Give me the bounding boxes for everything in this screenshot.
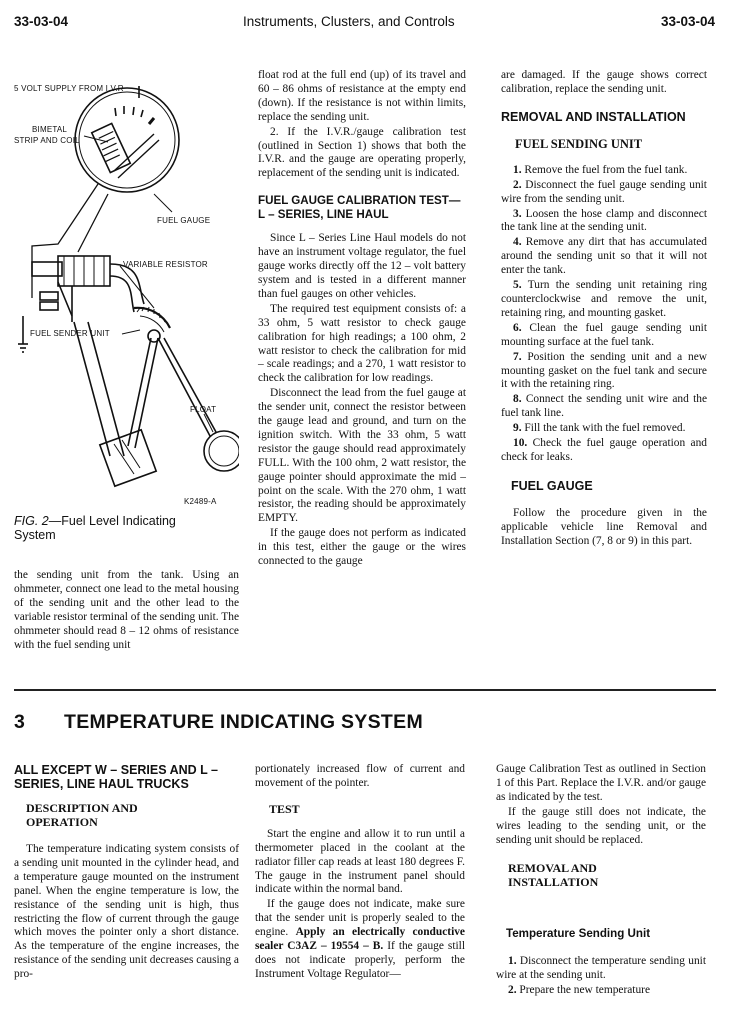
label-bimetal-1: BIMETAL: [32, 125, 68, 134]
paragraph: float rod at the full end (up) of its travel and 60 – 86 ohms of resistance at the empty end (down). If the resistance is not within limits, replace the sending unit.: [258, 69, 466, 123]
section-divider: [14, 689, 716, 691]
paragraph: Since L – Series Line Haul models do not have an instrument voltage regulator, the fuel gauge works directly off the 12 – volt battery system and is tested in a different manner than fuel gauges on other vehicles.: [258, 232, 466, 300]
list-item: 4. Remove any dirt that has accumulated around the sending unit so that it will not enter the tank.: [501, 236, 707, 277]
paragraph: are damaged. If the gauge shows correct calibration, replace the sending unit.: [501, 69, 707, 95]
label-supply: 5 VOLT SUPPLY FROM I.V.R: [14, 84, 124, 93]
list-item: 6. Clean the fuel gauge sending unit mounting surface at the fuel tank.: [501, 321, 707, 348]
list-item: 8. Connect the sending unit wire and the fuel tank line.: [501, 393, 707, 420]
paragraph: portionately increased flow of current and movement of the pointer.: [255, 763, 465, 789]
column-3-top: [501, 69, 707, 550]
figure-code: K2489-A: [184, 497, 217, 506]
label-fuel-sender: FUEL SENDER UNIT: [30, 329, 110, 338]
column-3-bottom: [496, 763, 706, 999]
list-item: 2. Disconnect the fuel gauge sending unit wire from the sending unit.: [501, 178, 707, 205]
heading-fuel-gauge: FUEL GAUGE: [511, 478, 593, 493]
heading-removal-installation-2: REMOVAL AND INSTALLATION: [508, 861, 599, 890]
removal-steps-list: [501, 164, 707, 465]
column-1-bottom: [14, 763, 239, 983]
paragraph: Disconnect the lead from the fuel gauge at the sender unit, connect the resistor between the gauge lead and ground, and turn on the ignition switch. With the 33 ohm, 5 watt resistor the gauge should read approximately FULL. With the 100 ohm, 2 watt resistor, the gauge pointer should approximate the mid – point on the scale. With the 270 ohm, 1 watt resistor, the reading should be approximately EMPTY.: [258, 387, 466, 525]
section-number: 3: [14, 711, 26, 733]
label-fuel-gauge: FUEL GAUGE: [157, 216, 211, 225]
list-item: 10. Check the fuel gauge operation and check for leaks.: [501, 437, 707, 463]
list-item: 2. Prepare the new temperature: [508, 984, 651, 997]
paragraph: 2. If the I.V.R./gauge calibration test (outlined in Section 1) shows that both the I.V.R. and the gauge are operating properly, replacement of the sending unit is indicated.: [258, 125, 466, 180]
paragraph: If the gauge does not perform as indicated in this test, either the gauge or the wires connected to the gauge: [258, 527, 466, 568]
list-item: 5. Turn the sending unit retaining ring counterclockwise and remove the unit, retaining ring, and mounting gasket.: [501, 279, 707, 319]
list-item: 9. Fill the tank with the fuel removed.: [513, 422, 686, 435]
section-title-text: TEMPERATURE INDICATING SYSTEM: [64, 711, 423, 733]
heading-description-operation: DESCRIPTION AND OPERATION: [26, 801, 138, 829]
page-number-left: 33-03-04: [14, 14, 69, 29]
running-header-title: Instruments, Clusters, and Controls: [243, 14, 455, 29]
heading-all-except: ALL EXCEPT W – SERIES AND L – SERIES, LINE HAUL TRUCKS: [14, 763, 218, 791]
page-number-right: 33-03-04: [660, 14, 715, 29]
figure-caption: [14, 514, 214, 542]
figure-caption-number: FIG. 2: [14, 514, 49, 528]
label-bimetal-2: STRIP AND COIL: [14, 136, 80, 145]
label-float: FLOAT: [190, 405, 217, 414]
column-2-top: [258, 69, 466, 570]
figure-caption-text: —Fuel Level Indicating System: [14, 514, 176, 542]
list-item: 1. Remove the fuel from the fuel tank.: [513, 163, 688, 176]
paragraph: Start the engine and allow it to run until a thermometer placed in the coolant at the radiator filler cap reads at least 180 degrees F. The gauge in the instrument panel should indicate within the normal band.: [255, 827, 465, 896]
paragraph: The required test equipment consists of: a 33 ohm, 5 watt resistor to check gauge calibration for high readings; a 100 ohm, 2 watt resistor to check the calibration for mid – scale readings; and a 270, 1 watt resistor to check the calibration for low readings.: [258, 302, 466, 385]
column-1-top: [14, 569, 239, 653]
list-item: 1. Disconnect the temperature sending unit wire at the sending unit.: [496, 955, 706, 982]
heading-test: TEST: [269, 801, 300, 816]
label-variable-resistor: VARIABLE RESISTOR: [123, 260, 208, 269]
section-title: [14, 711, 423, 734]
heading-temperature-sending-unit: Temperature Sending Unit: [506, 927, 651, 941]
paragraph: If the gauge still does not indicate, the wires leading to the sending unit, or the sending unit should be replaced.: [496, 805, 706, 846]
heading-fuel-gauge-calibration: FUEL GAUGE CALIBRATION TEST—L – SERIES, LINE HAUL: [258, 194, 461, 222]
paragraph: Follow the procedure given in the applicable vehicle line Removal and Installation Section (7, 8 or 9) in this part.: [501, 506, 707, 547]
sealer-instruction: Apply an electrically conductive sealer C3AZ – 19554 – B.: [255, 926, 465, 953]
column-2-bottom: [255, 763, 465, 983]
paragraph: the sending unit from the tank. Using an ohmmeter, connect one lead to the metal housing of the sending unit and the other lead to the variable resistor terminal of the sending unit. The ohmmeter should read 8 – 12 ohms of resistance with the fuel sending unit: [14, 569, 240, 651]
list-item: 3. Loosen the hose clamp and disconnect the tank line at the sending unit.: [501, 207, 707, 234]
heading-removal-installation: REMOVAL AND INSTALLATION: [501, 109, 686, 124]
paragraph: The temperature indicating system consists of a sending unit mounted in the cylinder head, and a temperature gauge mounted on the instrument panel. When the engine temperature is low, the resistance of the sending unit is high, thus restricting the flow of current through the gauge which moves the pointer only a short distance. As the temperature of the engine increases, the resistance of the sending unit decreases causing a pro-: [14, 843, 239, 981]
heading-fuel-sending-unit: FUEL SENDING UNIT: [515, 136, 643, 151]
fuel-level-figure: [14, 76, 239, 516]
list-item: 7. Position the sending unit and a new mounting gasket on the fuel tank and secure it with the retaining ring.: [501, 350, 707, 391]
paragraph: If the gauge does not indicate, make sure that the sender unit is properly sealed to the engine. Apply an electrically conductive sealer C3AZ – 19554 – B. If the gauge still does not indicate properly, perform the Instrument Voltage Regulator—: [255, 898, 465, 980]
paragraph: Gauge Calibration Test as outlined in Section 1 of this Part. Replace the I.V.R. and/or gauge as indicated by the test.: [496, 763, 706, 803]
